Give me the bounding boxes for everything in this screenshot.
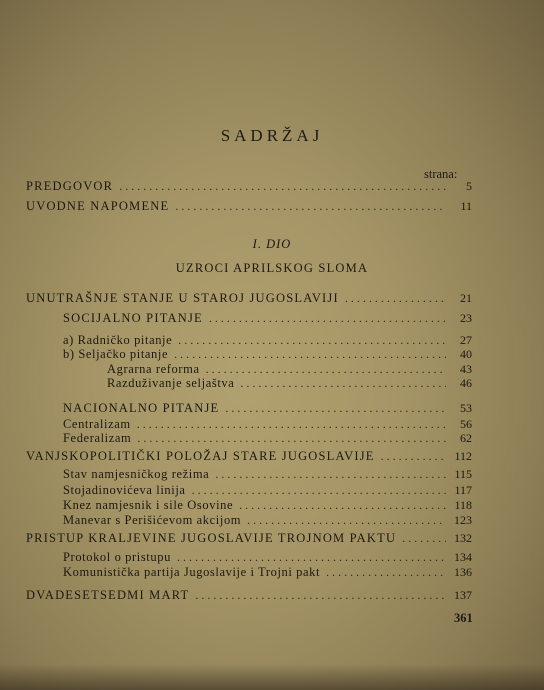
- toc-entry-subsection: [63, 333, 472, 348]
- toc-entry-subsection: [63, 565, 472, 580]
- toc-entry-page: 56: [460, 417, 472, 431]
- toc-entry-page: 40: [460, 347, 472, 361]
- leader-dots: [137, 431, 446, 446]
- toc-entry-label: Knez namjesnik i sile Osovine: [63, 498, 234, 512]
- toc-entry-subsection: [63, 513, 472, 528]
- leader-dots: [178, 333, 446, 348]
- page-shadow: [0, 664, 544, 690]
- toc-entry-page: 23: [460, 311, 472, 325]
- leader-dots: [381, 449, 446, 464]
- toc-entry-subsection: [63, 467, 472, 482]
- leader-dots: [239, 498, 446, 513]
- toc-entry-page: 112: [454, 449, 472, 463]
- toc-entry-label: Protokol o pristupu: [63, 550, 171, 564]
- toc-entry-label: Manevar s Perišićevom akcijom: [63, 513, 242, 527]
- leader-dots: [192, 483, 446, 498]
- leader-dots: [195, 588, 446, 603]
- toc-entry-subsection: [63, 550, 472, 565]
- toc-entry-label: SOCIJALNO PITANJE: [63, 311, 203, 325]
- toc-entry-page: 53: [460, 401, 472, 415]
- toc-entry-label: a) Radničko pitanje: [63, 333, 173, 347]
- toc-entry-page: 43: [460, 362, 472, 376]
- toc-entry-label: UVODNE NAPOMENE: [26, 199, 170, 213]
- toc-entry-page: 46: [460, 376, 472, 390]
- toc-entry-label: Razduživanje seljaštva: [107, 376, 235, 390]
- toc-entry-page: 5: [466, 179, 472, 193]
- part-title: UZROCI APRILSKOG SLOMA: [175, 261, 369, 275]
- leader-dots: [345, 291, 446, 306]
- toc-entry-label: Komunistička partija Jugoslavije i Trojni pakt: [63, 565, 321, 579]
- toc-entry-subsubsection: [107, 362, 472, 377]
- toc-entry-subsection: [63, 431, 472, 446]
- toc-entry-label: NACIONALNO PITANJE: [63, 401, 220, 415]
- page-column-label: strana:: [424, 167, 458, 181]
- toc-entry-subsection: [63, 417, 472, 432]
- toc-entry-page: 134: [454, 550, 472, 564]
- toc-entry-uvodne-napomene: [26, 199, 472, 214]
- leader-dots: [240, 376, 446, 391]
- toc-entry-section: [63, 401, 472, 416]
- toc-entry-label: Centralizam: [63, 417, 131, 431]
- toc-entry-page: 137: [454, 588, 472, 602]
- toc-entry-label: Stav namjesničkog režima: [63, 467, 210, 481]
- toc-entry-label: Agrarna reforma: [107, 362, 200, 376]
- toc-entry-page: 11: [460, 199, 472, 213]
- toc-entry-label: DVADESETSEDMI MART: [26, 588, 190, 602]
- leader-dots: [215, 467, 446, 482]
- toc-entry-subsection: [63, 498, 472, 513]
- toc-entry-page: 21: [460, 291, 472, 305]
- toc-entry-label: Stojadinovićeva linija: [63, 483, 186, 497]
- toc-entry-label: b) Seljačko pitanje: [63, 347, 169, 361]
- toc-entry-label: UNUTRAŠNJE STANJE U STAROJ JUGOSLAVIJI: [26, 291, 339, 305]
- page-title: SADRŽAJ: [220, 126, 324, 145]
- toc-entry-label: PREDGOVOR: [26, 179, 114, 193]
- toc-entry-page: 118: [454, 498, 472, 512]
- leader-dots: [174, 347, 446, 362]
- toc-entry-chapter: [26, 588, 472, 603]
- toc-entry-subsubsection: [107, 376, 472, 391]
- toc-entry-page: 117: [454, 483, 472, 497]
- leader-dots: [177, 550, 446, 565]
- page-number: 361: [454, 611, 473, 625]
- leader-dots: [247, 513, 446, 528]
- toc-entry-subsection: [63, 347, 472, 362]
- toc-entry-label: Federalizam: [63, 431, 132, 445]
- leader-dots: [175, 199, 446, 214]
- leader-dots: [326, 565, 446, 580]
- toc-entry-page: 123: [454, 513, 472, 527]
- toc-entry-subsection: [63, 483, 472, 498]
- leader-dots: [209, 311, 446, 326]
- leader-dots: [225, 401, 446, 416]
- leader-dots: [119, 179, 446, 194]
- toc-entry-page: 27: [460, 333, 472, 347]
- leader-dots: [206, 362, 446, 377]
- toc-entry-page: 136: [454, 565, 472, 579]
- toc-entry-label: PRISTUP KRALJEVINE JUGOSLAVIJE TROJNOM PAKTU: [26, 531, 397, 545]
- toc-entry-chapter: [26, 291, 472, 306]
- toc-entry-page: 115: [454, 467, 472, 481]
- toc-entry-page: 62: [460, 431, 472, 445]
- leader-dots: [402, 531, 446, 546]
- toc-entry-page: 132: [454, 531, 472, 545]
- leader-dots: [137, 417, 446, 432]
- part-number: I. DIO: [252, 237, 292, 251]
- toc-entry-chapter: [26, 531, 472, 546]
- toc-entry-chapter: [26, 449, 472, 464]
- toc-entry-predgovor: [26, 179, 472, 194]
- toc-entry-label: VANJSKOPOLITIČKI POLOŽAJ STARE JUGOSLAVIJE: [26, 449, 375, 463]
- toc-entry-section: [63, 311, 472, 326]
